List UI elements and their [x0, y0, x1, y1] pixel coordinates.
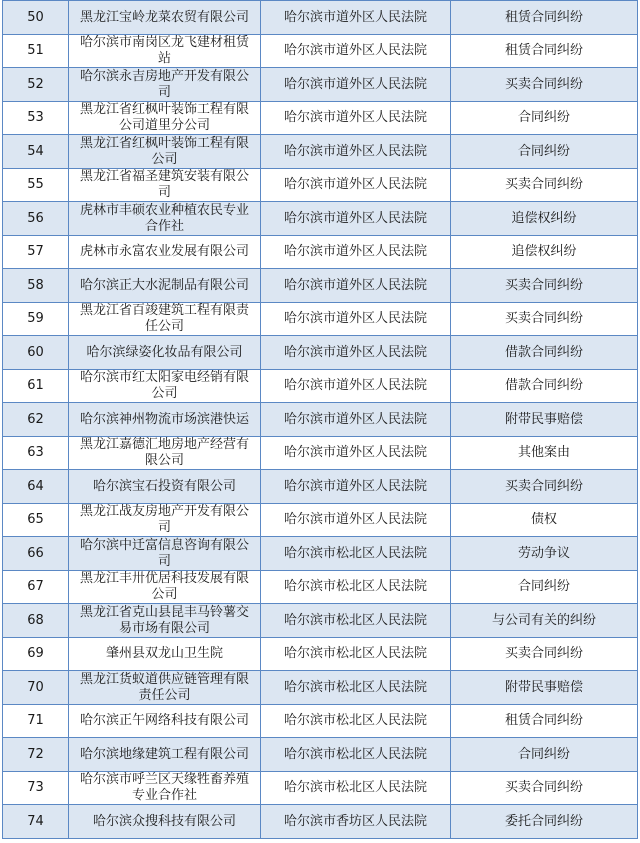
case-cause: 买卖合同纠纷	[451, 68, 638, 102]
table-row	[3, 705, 638, 738]
court-name: 哈尔滨市道外区人民法院	[261, 169, 451, 202]
table-row	[3, 537, 638, 571]
row-number: 73	[3, 772, 69, 805]
row-number: 67	[3, 571, 69, 604]
table-row	[3, 437, 638, 470]
court-name: 哈尔滨市道外区人民法院	[261, 504, 451, 537]
party-name: 虎林市永富农业发展有限公司	[69, 236, 261, 269]
row-number: 63	[3, 437, 69, 470]
case-cause: 附带民事赔偿	[451, 403, 638, 437]
court-name: 哈尔滨市道外区人民法院	[261, 303, 451, 336]
party-name: 哈尔滨绿姿化妆品有限公司	[69, 336, 261, 370]
table-row	[3, 638, 638, 671]
row-number: 64	[3, 470, 69, 504]
party-name: 虎林市丰硕农业种植农民专业合作社	[69, 202, 261, 236]
row-number: 66	[3, 537, 69, 571]
party-name: 哈尔滨市红太阳家电经销有限公司	[69, 370, 261, 403]
case-cause: 委托合同纠纷	[451, 805, 638, 839]
case-cause: 追偿权纠纷	[451, 236, 638, 269]
row-number: 68	[3, 604, 69, 638]
party-name: 黑龙江省红枫叶装饰工程有限公司道里分公司	[69, 102, 261, 135]
table-row	[3, 135, 638, 169]
row-number: 53	[3, 102, 69, 135]
row-number: 57	[3, 236, 69, 269]
case-cause: 与公司有关的纠纷	[451, 604, 638, 638]
case-cause: 劳动争议	[451, 537, 638, 571]
row-number: 52	[3, 68, 69, 102]
case-cause: 买卖合同纠纷	[451, 303, 638, 336]
party-name: 肇州县双龙山卫生院	[69, 638, 261, 671]
court-name: 哈尔滨市道外区人民法院	[261, 470, 451, 504]
table-row	[3, 504, 638, 537]
table-row	[3, 571, 638, 604]
case-table-body	[3, 1, 638, 839]
case-cause: 合同纠纷	[451, 102, 638, 135]
court-name: 哈尔滨市香坊区人民法院	[261, 805, 451, 839]
party-name: 哈尔滨正大水泥制品有限公司	[69, 269, 261, 303]
court-name: 哈尔滨市松北区人民法院	[261, 571, 451, 604]
court-name: 哈尔滨市道外区人民法院	[261, 1, 451, 35]
table-row	[3, 604, 638, 638]
row-number: 55	[3, 169, 69, 202]
case-cause: 买卖合同纠纷	[451, 772, 638, 805]
party-name: 哈尔滨市呼兰区天缘牲畜养殖专业合作社	[69, 772, 261, 805]
table-row	[3, 805, 638, 839]
row-number: 51	[3, 35, 69, 68]
row-number: 50	[3, 1, 69, 35]
table-row	[3, 303, 638, 336]
row-number: 72	[3, 738, 69, 772]
row-number: 58	[3, 269, 69, 303]
party-name: 哈尔滨永吉房地产开发有限公司	[69, 68, 261, 102]
party-name: 黑龙江货蚁道供应链管理有限责任公司	[69, 671, 261, 705]
row-number: 59	[3, 303, 69, 336]
table-row	[3, 738, 638, 772]
row-number: 54	[3, 135, 69, 169]
court-name: 哈尔滨市道外区人民法院	[261, 202, 451, 236]
case-cause: 买卖合同纠纷	[451, 470, 638, 504]
table-row	[3, 68, 638, 102]
court-name: 哈尔滨市松北区人民法院	[261, 638, 451, 671]
case-cause: 租赁合同纠纷	[451, 1, 638, 35]
court-name: 哈尔滨市松北区人民法院	[261, 772, 451, 805]
party-name: 哈尔滨众搜科技有限公司	[69, 805, 261, 839]
party-name: 黑龙江战友房地产开发有限公司	[69, 504, 261, 537]
table-row	[3, 269, 638, 303]
party-name: 黑龙江宝岭龙菜农贸有限公司	[69, 1, 261, 35]
case-cause: 借款合同纠纷	[451, 336, 638, 370]
party-name: 黑龙江省福圣建筑安装有限公司	[69, 169, 261, 202]
table-row	[3, 772, 638, 805]
court-name: 哈尔滨市松北区人民法院	[261, 604, 451, 638]
row-number: 61	[3, 370, 69, 403]
row-number: 65	[3, 504, 69, 537]
court-name: 哈尔滨市松北区人民法院	[261, 705, 451, 738]
court-name: 哈尔滨市道外区人民法院	[261, 336, 451, 370]
court-name: 哈尔滨市道外区人民法院	[261, 437, 451, 470]
table-row	[3, 202, 638, 236]
party-name: 哈尔滨神州物流市场滨港快运	[69, 403, 261, 437]
court-name: 哈尔滨市道外区人民法院	[261, 269, 451, 303]
case-table	[2, 0, 638, 839]
court-name: 哈尔滨市道外区人民法院	[261, 68, 451, 102]
court-name: 哈尔滨市道外区人民法院	[261, 236, 451, 269]
party-name: 黑龙江省百竣建筑工程有限责任公司	[69, 303, 261, 336]
party-name: 黑龙江嘉德汇地房地产经营有限公司	[69, 437, 261, 470]
row-number: 71	[3, 705, 69, 738]
party-name: 哈尔滨中迁富信息咨询有限公司	[69, 537, 261, 571]
table-row	[3, 35, 638, 68]
case-cause: 合同纠纷	[451, 571, 638, 604]
case-cause: 买卖合同纠纷	[451, 269, 638, 303]
table-row	[3, 671, 638, 705]
table-row	[3, 370, 638, 403]
table-row	[3, 102, 638, 135]
court-name: 哈尔滨市松北区人民法院	[261, 671, 451, 705]
row-number: 74	[3, 805, 69, 839]
case-cause: 债权	[451, 504, 638, 537]
court-name: 哈尔滨市道外区人民法院	[261, 102, 451, 135]
court-name: 哈尔滨市道外区人民法院	[261, 35, 451, 68]
table-row	[3, 403, 638, 437]
row-number: 56	[3, 202, 69, 236]
table-row	[3, 336, 638, 370]
case-cause: 附带民事赔偿	[451, 671, 638, 705]
party-name: 哈尔滨正午网络科技有限公司	[69, 705, 261, 738]
row-number: 70	[3, 671, 69, 705]
party-name: 哈尔滨宝石投资有限公司	[69, 470, 261, 504]
party-name: 黑龙江省克山县昆丰马铃薯交易市场有限公司	[69, 604, 261, 638]
row-number: 60	[3, 336, 69, 370]
table-row	[3, 236, 638, 269]
court-name: 哈尔滨市松北区人民法院	[261, 537, 451, 571]
case-cause: 其他案由	[451, 437, 638, 470]
party-name: 黑龙江省红枫叶装饰工程有限公司	[69, 135, 261, 169]
case-cause: 买卖合同纠纷	[451, 169, 638, 202]
case-cause: 买卖合同纠纷	[451, 638, 638, 671]
case-cause: 租赁合同纠纷	[451, 705, 638, 738]
row-number: 69	[3, 638, 69, 671]
court-name: 哈尔滨市道外区人民法院	[261, 403, 451, 437]
case-cause: 租赁合同纠纷	[451, 35, 638, 68]
row-number: 62	[3, 403, 69, 437]
table-row	[3, 1, 638, 35]
court-name: 哈尔滨市松北区人民法院	[261, 738, 451, 772]
court-name: 哈尔滨市道外区人民法院	[261, 135, 451, 169]
court-name: 哈尔滨市道外区人民法院	[261, 370, 451, 403]
case-cause: 追偿权纠纷	[451, 202, 638, 236]
table-row	[3, 169, 638, 202]
table-row	[3, 470, 638, 504]
party-name: 哈尔滨地缘建筑工程有限公司	[69, 738, 261, 772]
party-name: 黑龙江丰卅优居科技发展有限公司	[69, 571, 261, 604]
case-cause: 借款合同纠纷	[451, 370, 638, 403]
party-name: 哈尔滨市南岗区龙飞建材租赁站	[69, 35, 261, 68]
case-cause: 合同纠纷	[451, 135, 638, 169]
case-cause: 合同纠纷	[451, 738, 638, 772]
